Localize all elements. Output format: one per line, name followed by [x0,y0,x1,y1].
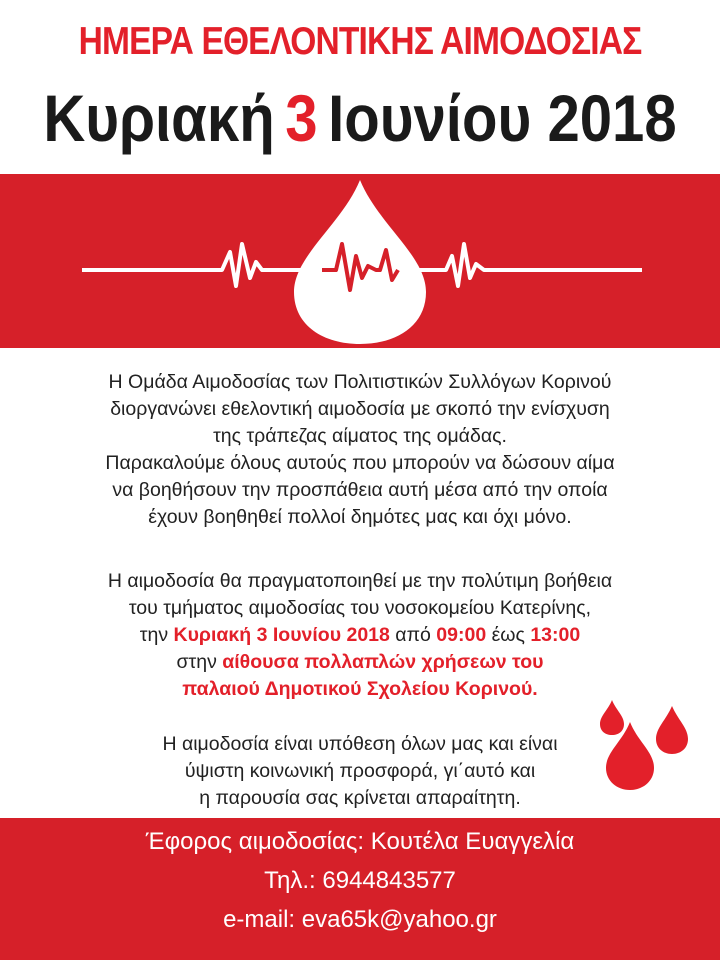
closing-line: ύψιστη κοινωνική προσφορά, γι΄αυτό και [184,760,536,782]
details-line: του τμήματος αιμοδοσίας του νοσοκομείου Κατερίνης, [128,597,592,619]
intro-line: Η Ομάδα Αιμοδοσίας των Πολιτιστικών Συλλόγων Κορινού [108,371,612,393]
text-fragment: από [389,624,437,646]
closing-line: η παρουσία σας κρίνεται απαραίτητη. [199,787,521,809]
highlight-date: Κυριακή 3 Ιουνίου 2018 [173,624,390,646]
intro-paragraph [0,369,720,531]
event-date [43,80,677,156]
text-fragment: έως [486,624,531,646]
intro-line: διοργανώνει εθελοντική αιμοδοσία με σκοπό την ενίσχυση [110,398,610,420]
date-month-year: Ιουνίου 2018 [328,81,677,155]
date-day: Κυριακή [43,81,275,155]
details-paragraph [0,568,720,703]
text-fragment: στην [176,651,223,673]
intro-line: έχουν βοηθηθεί πολλοί δημότες μας και όχι μόνο. [148,506,572,528]
details-line: Η αιμοδοσία θα πραγματοποιηθεί με την πολύτιμη βοήθεια [107,570,613,592]
contact-footer [0,818,720,960]
intro-line: να βοηθήσουν την προσπάθεια αυτή μέσα από την οποία [112,479,608,501]
intro-line: Παρακαλούμε όλους αυτούς που μπορούν να δώσουν αίμα [105,452,615,474]
email-address: e-mail: eva65k@yahoo.gr [223,906,497,933]
text-fragment: την [139,624,174,646]
highlight-end-time: 13:00 [530,624,581,646]
highlight-place-line2: παλαιού Δημοτικού Σχολείου Κορινού. [182,678,538,700]
intro-line: της τράπεζας αίματος της ομάδας. [213,425,507,447]
supervisor-name: Έφορος αιμοδοσίας: Κουτέλα Ευαγγελία [145,828,575,855]
blood-drop-heartbeat-icon [0,174,720,348]
blood-drops-icon [600,700,700,800]
page-title: ΗΜΕΡΑ ΕΘΕΛΟΝΤΙΚΗΣ ΑΙΜΟΔΟΣΙΑΣ [78,20,642,63]
highlight-start-time: 09:00 [436,624,487,646]
details-place-line [0,649,720,676]
highlight-place: αίθουσα πολλαπλών χρήσεων του [222,651,544,673]
phone-number: Τηλ.: 6944843577 [264,867,456,894]
date-number: 3 [285,81,318,155]
closing-line: Η αιμοδοσία είναι υπόθεση όλων μας και είναι [162,733,558,755]
details-date-line [0,622,720,649]
banner [0,174,720,348]
